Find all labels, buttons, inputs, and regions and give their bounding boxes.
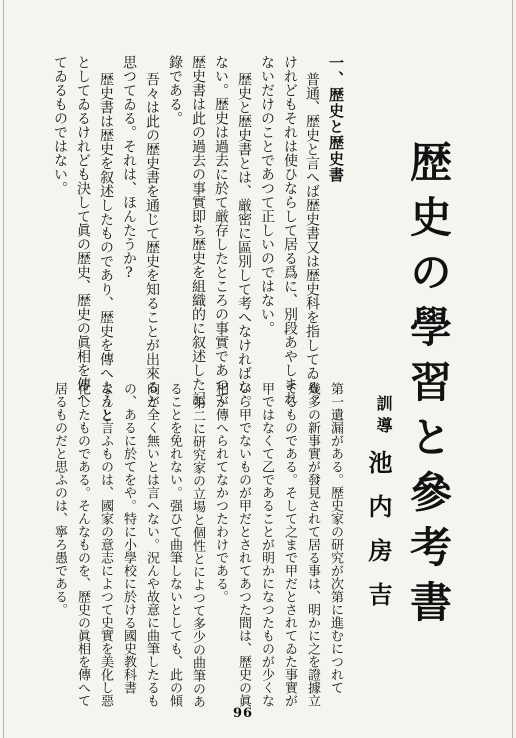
article-title: 歴史の學習と參考書 [404, 140, 453, 635]
lower-line-10: の、あるに於てをや。特に小學校に於ける國史教科書 [121, 382, 136, 694]
lower-line-3: てるものである。そして之まで甲だとされてゐた事實が [282, 382, 297, 707]
lower-line-7: 第二に研究家の立場と個性とによつて多少の曲筆のあ [190, 396, 205, 708]
lower-line-8: ることを免れない。强ひて曲筆しないとしても、此の傾 [167, 382, 182, 707]
lower-line-11: なんと言ふものは、國家の意志によつて史實を美化し惡 [98, 382, 113, 707]
lower-line-9: 向が全く無いとは言へない。況んや故意に曲筆したるも [144, 382, 159, 707]
upper-line-1: 普通、歴史と言へば歴史書又は歴史科を指してゐる。 [304, 72, 320, 408]
page-number: 96 [233, 706, 254, 721]
lower-line-2: 幾多の新事實が發見されて居る事は、明かに之を證據立 [305, 382, 320, 707]
upper-line-12: てゐるものではない。 [52, 55, 68, 195]
upper-line-3: ないだけのことであつて正しいのではない。 [259, 55, 275, 335]
lower-line-5: い。甲でないものが甲だとされてあつた間は、歴史の眞 [236, 382, 251, 707]
upper-line-4: 歴史と歴史書とは、厳密に區別して考へなければなら [236, 72, 252, 408]
page-edge-left [3, 0, 4, 738]
upper-line-10: 歴史書は歴史を叙述したものであり、歴史を傳へようと [98, 72, 114, 422]
upper-line-11: としてゐるけれども決して眞の歴史、歴史の眞相を傳へ [75, 55, 91, 405]
lower-line-6: 相が傳へられてなかつたわけである。 [213, 382, 228, 603]
section-heading: 一、歴史と歴史書 [327, 55, 345, 183]
upper-line-2: けれどもそれは使ひならして居る爲に、別段あやしまれ [282, 55, 298, 405]
page-edge-right [512, 0, 513, 738]
lower-line-4: 甲ではなくて乙であることが明かになつたものが少くな [259, 382, 274, 707]
upper-line-5: ない。歴史は過去に於て厳存したところの事實であつて [213, 55, 229, 405]
lower-line-1: 第一遺漏がある。歴史家の研究が次第に進むにつれて [328, 382, 343, 694]
upper-line-6: 歴史書は此の過去の事實即ち歴史を組織的に叙述した記 [190, 55, 206, 405]
lower-line-13: 居るものだと思ふのは、寧ろ愚である。 [52, 382, 67, 616]
author-name: 池内房吉 [364, 450, 393, 626]
author-role: 訓導 [374, 395, 393, 439]
upper-line-8: 吾々は此の歴史書を通じて歴史を知ることが出來ると [144, 72, 160, 408]
upper-line-7: 錄である。 [167, 55, 183, 125]
lower-line-12: 化したものである。そんなものを、歴史の眞相を傳へて [75, 382, 90, 707]
upper-line-9: 思つてゐる。それは、ほんたうか? [121, 55, 137, 281]
